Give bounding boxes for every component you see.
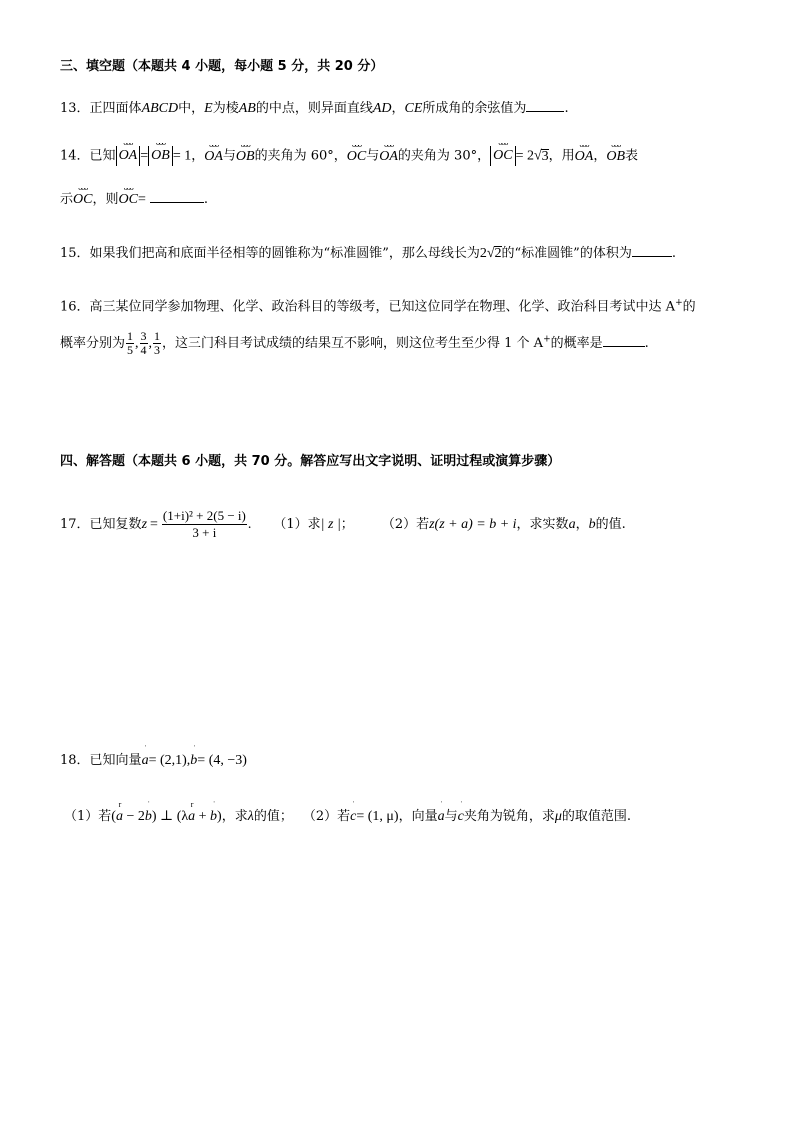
q13-text: 中， [178,101,205,116]
vector-oa: ᴗᴗᴗ OA [574,139,594,164]
vector-oa: ᴗᴗᴗ OA [204,139,223,164]
q13-math-ad: AD [372,101,392,116]
q17-equals: = [150,517,158,532]
q14-text: 表 [625,148,639,164]
fraction-1-5: $\frac{1}{5}$ [127,329,134,357]
q18-text: 夹角为锐角，求 [463,809,555,824]
q14-equals-two: = 2 [515,148,534,164]
q17-var-b: b [588,517,596,532]
vector-oa: ᴗᴗᴗ OA [379,139,398,164]
answer-blank [526,99,564,112]
q16-text: 的 [682,299,696,315]
q15-text: 的“标准圆锥”的体积为 [501,246,632,261]
q17-text: ， [575,517,589,532]
q17-number: 17． [60,517,90,532]
q14-end: . [203,192,208,207]
q17-text: ，求实数 [516,517,569,532]
q18-text: 的值； [253,809,293,824]
question-18-parts: （1）若( r a − 2 ˈ b) ⊥ (λ r a + ˈ b)，求λ的值； （2）若 ˈ c= (1, μ)，向量 ˈ a与 ˈ c夹角为锐角，求μ的取值范围. [64,800,631,824]
vector-ob: ᴗᴗᴗ OB [606,139,626,164]
q17-z: z [141,517,148,532]
section-4-header: 四、解答题（本题共 6 小题，共 70 分。解答应写出文字说明、证明过程或演算步骤） [60,454,561,469]
vector-b: ˈ b [210,800,218,824]
q14-text: ，用 [548,148,575,164]
sqrt-three: 3 [541,148,549,164]
q13-math-e: E [204,101,213,116]
q14-equals: = [140,148,149,164]
q14-text: 与 [366,148,380,164]
q13-text: 的中点，则异面直线 [255,101,373,116]
q17-dot: . [247,517,252,532]
q13-math-ab: AB [238,101,256,116]
q13-text: 为棱 [212,101,239,116]
vector-oc: ᴗᴗᴗ OC [346,139,367,164]
q18-text: 的取值范围. [561,809,631,824]
q13-math-ce: CE [404,101,423,116]
q18-text: 与 [444,809,458,824]
q14-text: 示 [60,192,74,207]
vector-a: r a [115,800,123,824]
q18-perp: ) ⊥ (λ [151,809,189,824]
vector-a: r a [188,800,196,824]
q17-var-a: a [568,517,576,532]
vector-a: ˈ a [437,800,445,824]
q13-text: 所成角的余弦值为 [422,101,527,116]
q17-equation: z(z + a) = b + i [429,517,517,532]
question-14-line2 [60,183,208,209]
q16-text: 概率分别为 [60,336,126,351]
q18-b-value: = (4, −3) [197,753,247,768]
fraction-1-3: $\frac{1}{3}$ [154,329,161,357]
q16-number: 16． [60,299,90,315]
q18-text: 已知向量 [89,753,142,768]
question-15: 15．如果我们把高和底面半径相等的圆锥称为“标准圆锥”，那么母线长为2√2的“标准圆锥”的体积为 . [60,246,676,261]
q16-plus: + [543,334,551,345]
q14-sep: ， [191,148,205,164]
q18-text: ，向量 [398,809,438,824]
q18-part1: （1）若 [64,809,112,824]
complex-fraction: $\frac{\text{(1+i)² + 2(5 − i)}}{3 + i}$ [162,508,246,540]
question-14: 14．已知 ᴗᴗᴗ OA = ᴗᴗᴗ OB = 1， ᴗᴗᴗ OA与 ᴗᴗᴗ OB的夹角为 60°， ᴗᴗᴗ OC与 ᴗᴗᴗ OA的夹角为 30°， ᴗᴗᴗ OC = 2√3，用 ᴗᴗᴗ OA， ᴗᴗᴗ OB表 [60,146,638,166]
q17-part1: （1）求 [273,517,321,532]
q15-text: 如果我们把高和底面半径相等的圆锥称为“标准圆锥”，那么母线长为 [89,246,480,261]
q13-number: 13． [60,101,90,116]
q18-part2: （2）若 [302,809,351,824]
vector-b: ˈ b [144,800,152,824]
q14-text: 的夹角为 30°， [397,148,491,164]
q18-a-value: = (2,1), [148,753,191,768]
question-18 [60,744,247,770]
vector-c: ˈ c [457,800,464,824]
sqrt-two: 2 [494,246,502,261]
question-16 [60,294,696,316]
q16-plus: + [675,298,683,308]
q15-coef: 2 [479,246,487,261]
q18-lambda: λ [247,809,254,824]
vector-b: ˈ b [190,744,198,768]
q18-c-value: = (1, μ) [356,809,399,824]
vector-ob: ᴗᴗᴗ OB [151,138,170,163]
q18-mu: μ [554,809,562,824]
q18-text: ，求 [221,809,248,824]
q14-text: 的夹角为 60°， [254,148,347,164]
q17-part2: （2）若 [381,517,430,532]
answer-blank [632,244,672,257]
q15-end: . [671,246,676,261]
q18-number: 18． [60,753,90,768]
q17-text: 的值. [595,517,626,532]
q16-text: ，这三门科目考试成绩的结果互不影响，则这位考生至少得 1 个 A [162,336,544,351]
vector-oa: ᴗᴗᴗ OA [118,138,138,163]
q13-math-abcd: ABCD [141,101,179,116]
q14-equals-one: = 1 [172,148,192,164]
vector-oc: ᴗᴗᴗ OC [118,183,138,207]
question-16-line2: 概率分别为 $\frac{1}{5}$ , $\frac{3}{4}$ , $\frac{1}{3}$ ，这三门科目考试成绩的结果互不影响，则这位考生至少得 1 个 A+的概率是 . [60,329,649,357]
q16-text: 高三某位同学参加物理、化学、政治科目的等级考，已知这位同学在物理、化学、政治科目考试中达 A [89,299,676,315]
q14-number: 14． [60,148,90,164]
question-17 [60,508,626,541]
vector-c: ˈ c [350,800,357,824]
q17-part1-end: ； [340,517,354,532]
section-3-header: 三、填空题（本题共 4 小题，每小题 5 分，共 20 分） [60,59,384,74]
vector-oc: ᴗᴗᴗ OC [493,138,513,163]
q17-abs-z: | z | [320,517,341,532]
vector-a: ˈ a [141,744,149,768]
answer-blank [603,334,645,347]
q14-text: ，则 [92,192,119,207]
vector-ob: ᴗᴗᴗ OB [235,139,255,164]
q14-equals: = [137,192,146,207]
q14-text: ， [593,148,607,164]
q13-end: . [564,101,569,116]
q14-text: 已知 [89,148,116,164]
answer-blank [150,190,204,203]
q15-number: 15． [60,246,90,261]
q16-text: 的概率是 [550,336,603,351]
q17-text: 已知复数 [89,517,142,532]
q14-text: 与 [222,148,236,164]
vector-oc: ᴗᴗᴗ OC [73,183,93,207]
q16-end: . [644,336,649,351]
q13-text: 正四面体 [89,101,142,116]
fraction-3-4: $\frac{3}{4}$ [140,329,147,357]
question-13 [60,99,569,118]
q13-text: ， [391,101,405,116]
